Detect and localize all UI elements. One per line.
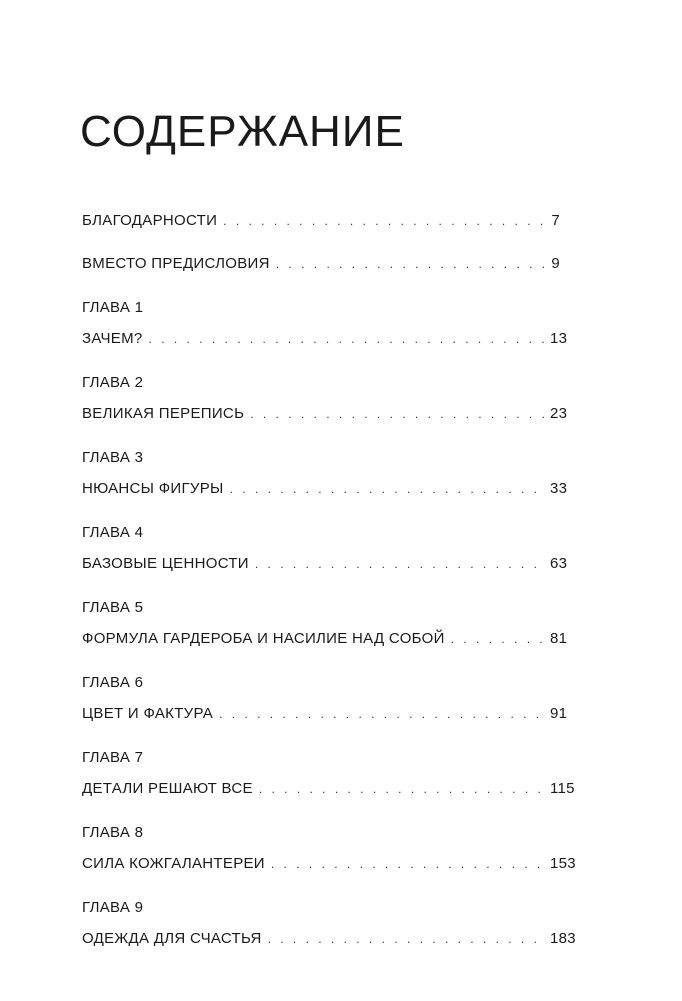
table-of-contents [82, 210, 576, 972]
chapter-label: ГЛАВА 6 [82, 674, 144, 691]
toc-line [82, 328, 568, 350]
toc-page-number: 183 [550, 930, 576, 947]
toc-entry-title: ЗАЧЕМ? [82, 330, 143, 347]
chapter-label: ГЛАВА 1 [82, 299, 144, 316]
toc-entry-title: ФОРМУЛА ГАРДЕРОБА И НАСИЛИЕ НАД СОБОЙ [82, 630, 445, 647]
toc-line [82, 553, 568, 575]
toc-entry [82, 747, 575, 800]
toc-page-number: 23 [550, 405, 568, 422]
chapter-label: ГЛАВА 8 [82, 824, 144, 841]
toc-entry-title: ДЕТАЛИ РЕШАЮТ ВСЕ [82, 780, 253, 797]
toc-entry-title: БЛАГОДАРНОСТИ [82, 212, 218, 229]
toc-entry [82, 897, 576, 950]
toc-line [82, 210, 560, 232]
toc-entry [82, 597, 568, 650]
dot-leader [255, 553, 544, 575]
dot-leader [230, 478, 544, 500]
chapter-label: ГЛАВА 7 [82, 749, 144, 766]
dot-leader [259, 778, 544, 800]
toc-page-number: 7 [551, 212, 560, 229]
toc-line [82, 778, 575, 800]
chapter-label: ГЛАВА 3 [82, 449, 144, 466]
chapter-label: ГЛАВА 4 [82, 524, 144, 541]
toc-line [82, 478, 568, 500]
toc-page-number: 33 [550, 480, 568, 497]
toc-entry [82, 253, 560, 275]
toc-entry-title: СИЛА КОЖГАЛАНТЕРЕИ [82, 855, 265, 872]
dot-leader [223, 210, 544, 232]
toc-page-number: 9 [551, 255, 560, 272]
toc-line [82, 928, 576, 950]
dot-leader [451, 628, 544, 650]
toc-line [82, 253, 560, 275]
toc-line [82, 703, 568, 725]
toc-entry-title: БАЗОВЫЕ ЦЕННОСТИ [82, 555, 249, 572]
chapter-label: ГЛАВА 2 [82, 374, 144, 391]
toc-entry [82, 822, 576, 875]
toc-line [82, 853, 576, 875]
dot-leader [276, 253, 544, 275]
toc-entry-title: ОДЕЖДА ДЛЯ СЧАСТЬЯ [82, 930, 262, 947]
toc-entry [82, 297, 568, 350]
chapter-label: ГЛАВА 5 [82, 599, 144, 616]
dot-leader [149, 328, 544, 350]
toc-entry-title: НЮАНСЫ ФИГУРЫ [82, 480, 224, 497]
toc-entry [82, 210, 560, 232]
toc-page-number: 81 [550, 630, 568, 647]
dot-leader [271, 853, 544, 875]
toc-page-number: 91 [550, 705, 568, 722]
toc-line [82, 628, 568, 650]
toc-page-number: 63 [550, 555, 568, 572]
page-title: СОДЕРЖАНИЕ [80, 107, 405, 156]
chapter-label: ГЛАВА 9 [82, 899, 144, 916]
toc-entry-title: ВЕЛИКАЯ ПЕРЕПИСЬ [82, 405, 245, 422]
toc-entry [82, 522, 568, 575]
toc-line [82, 403, 568, 425]
toc-page-number: 13 [550, 330, 568, 347]
dot-leader [219, 703, 544, 725]
toc-entry [82, 372, 568, 425]
dot-leader [250, 403, 544, 425]
toc-entry [82, 672, 568, 725]
toc-page-number: 115 [550, 780, 575, 797]
dot-leader [268, 928, 544, 950]
toc-entry [82, 447, 568, 500]
toc-entry-title: ЦВЕТ И ФАКТУРА [82, 705, 214, 722]
toc-page-number: 153 [550, 855, 576, 872]
toc-entry-title: ВМЕСТО ПРЕДИСЛОВИЯ [82, 255, 270, 272]
